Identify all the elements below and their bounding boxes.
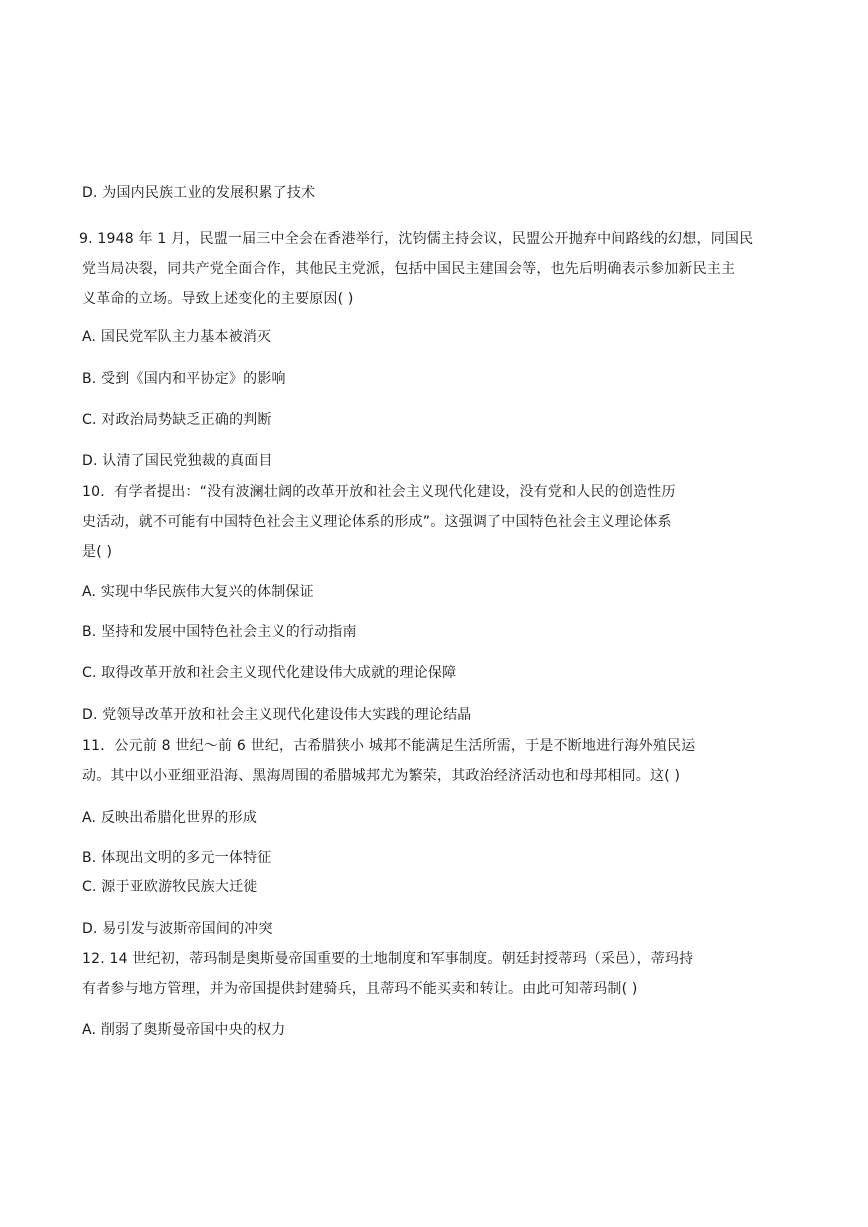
q10-stem-line-3: 是( ) bbox=[82, 544, 113, 560]
q12-stem-line-1: 12. 14 世纪初，蒂玛制是奥斯曼帝国重要的土地制度和军事制度。朝廷封授蒂玛（采邑），蒂玛持 bbox=[82, 951, 694, 967]
q10-option-c: C. 取得改革开放和社会主义现代化建设伟大成就的理论保障 bbox=[82, 665, 457, 681]
q11-stem-line-1: 11．公元前 8 世纪～前 6 世纪，古希腊狭小 城邦不能满足生活所需，于是不断地进行海外殖民运 bbox=[82, 738, 696, 754]
q8-option-d: D. 为国内民族工业的发展积累了技术 bbox=[82, 185, 316, 201]
q9-stem-line-2: 党当局决裂，同共产党全面合作，其他民主党派，包括中国民主建国会等，也先后明确表示参加新民主主 bbox=[82, 261, 736, 277]
q10-stem-line-1: 10．有学者提出：“没有波澜壮阔的改革开放和社会主义现代化建设，没有党和人民的创造性历 bbox=[82, 484, 676, 500]
q11-option-d: D. 易引发与波斯帝国间的冲突 bbox=[82, 921, 273, 937]
q10-option-a: A. 实现中华民族伟大复兴的体制保证 bbox=[82, 584, 314, 600]
q9-option-d: D. 认清了国民党独裁的真面目 bbox=[82, 453, 273, 469]
q9-stem-line-1: 9. 1948 年 1 月，民盟一届三中全会在香港举行，沈钧儒主持会议，民盟公开抛弃中间路线的幻想，同国民 bbox=[79, 231, 754, 247]
q10-stem-line-2: 史活动，就不可能有中国特色社会主义理论体系的形成”。这强调了中国特色社会主义理论体系 bbox=[82, 514, 672, 530]
q11-option-c: C. 源于亚欧游牧民族大迁徙 bbox=[82, 879, 258, 895]
q11-stem-line-2: 动。其中以小亚细亚沿海、黑海周围的希腊城邦尤为繁荣，其政治经济活动也和母邦相同。这( ) bbox=[82, 768, 681, 784]
q10-option-d: D. 党领导改革开放和社会主义现代化建设伟大实践的理论结晶 bbox=[82, 707, 472, 723]
q9-stem-line-3: 义革命的立场。导致上述变化的主要原因( ) bbox=[82, 291, 354, 307]
q9-option-a: A. 国民党军队主力基本被消灭 bbox=[82, 329, 272, 345]
q9-option-b: B. 受到《国内和平协定》的影响 bbox=[82, 371, 286, 387]
q11-option-b: B. 体现出文明的多元一体特征 bbox=[82, 850, 272, 866]
q12-stem-line-2: 有者参与地方管理，并为帝国提供封建骑兵，且蒂玛不能买卖和转让。由此可知蒂玛制( ) bbox=[82, 981, 638, 997]
q12-option-a: A. 削弱了奥斯曼帝国中央的权力 bbox=[82, 1022, 286, 1038]
q9-option-c: C. 对政治局势缺乏正确的判断 bbox=[82, 412, 272, 428]
q10-option-b: B. 坚持和发展中国特色社会主义的行动指南 bbox=[82, 624, 357, 640]
q11-option-a: A. 反映出希腊化世界的形成 bbox=[82, 810, 258, 826]
